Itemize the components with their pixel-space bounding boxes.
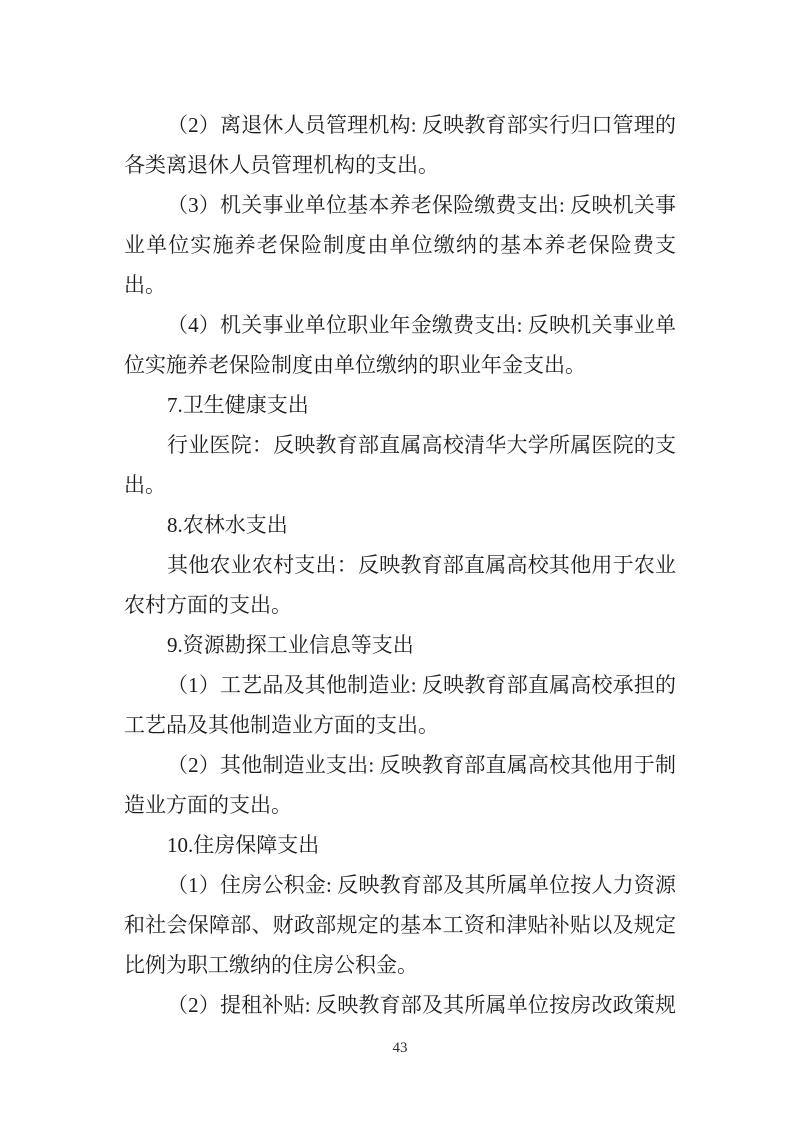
paragraph-item-2-other-manufacturing xyxy=(124,745,676,825)
section-heading: 8.农林水支出 xyxy=(167,513,288,537)
paragraph-heading-10-housing xyxy=(124,825,676,865)
text-line: 工艺品及其他制造业方面的支出。 xyxy=(124,713,439,737)
paragraph-item-2-rent-subsidy xyxy=(124,985,676,1025)
paragraph-other-agriculture-rural xyxy=(124,545,676,625)
text-line: 和社会保障部、财政部规定的基本工资和津贴补贴以及规定 xyxy=(124,913,676,937)
section-heading: 7.卫生健康支出 xyxy=(167,393,309,417)
section-heading: 10.住房保障支出 xyxy=(167,833,320,857)
paragraph-industry-hospital xyxy=(124,425,676,505)
paragraph-item-1-handicraft-manufacturing xyxy=(124,665,676,745)
section-heading: 9.资源勘探工业信息等支出 xyxy=(167,633,414,657)
paragraph-item-4-annuity-contribution xyxy=(124,305,676,385)
paragraph-heading-8-agriculture xyxy=(124,505,676,545)
paragraph-item-1-housing-fund xyxy=(124,865,676,985)
page-number: 43 xyxy=(392,1040,408,1056)
paragraph-item-3-pension-contribution xyxy=(124,185,676,305)
text-line: （2）提租补贴: 反映教育部及其所属单位按房改政策规 xyxy=(167,993,676,1017)
text-line: （1）住房公积金: 反映教育部及其所属单位按人力资源 xyxy=(167,873,676,897)
text-line: 位实施养老保险制度由单位缴纳的职业年金支出。 xyxy=(124,353,586,377)
text-line: 农村方面的支出。 xyxy=(124,593,292,617)
paragraph-heading-7-health xyxy=(124,385,676,425)
text-line: 各类离退休人员管理机构的支出。 xyxy=(124,153,439,177)
text-line: （3）机关事业单位基本养老保险缴费支出: 反映机关事 xyxy=(167,193,676,217)
paragraph-item-2-retiree-management xyxy=(124,105,676,185)
text-line: （2）离退休人员管理机构: 反映教育部实行归口管理的 xyxy=(167,113,676,137)
text-line: 出。 xyxy=(124,473,166,497)
text-line: 业单位实施养老保险制度由单位缴纳的基本养老保险费支 xyxy=(124,233,676,257)
paragraph-heading-9-resources-industry xyxy=(124,625,676,665)
document-body xyxy=(124,105,676,1025)
text-line: 出。 xyxy=(124,273,166,297)
text-line: 行业医院：反映教育部直属高校清华大学所属医院的支 xyxy=(167,433,676,457)
text-line: 其他农业农村支出：反映教育部直属高校其他用于农业 xyxy=(167,553,676,577)
text-line: （1）工艺品及其他制造业: 反映教育部直属高校承担的 xyxy=(167,673,676,697)
text-line: （2）其他制造业支出: 反映教育部直属高校其他用于制 xyxy=(167,753,676,777)
text-line: （4）机关事业单位职业年金缴费支出: 反映机关事业单 xyxy=(167,313,676,337)
text-line: 比例为职工缴纳的住房公积金。 xyxy=(124,953,418,977)
text-line: 造业方面的支出。 xyxy=(124,793,292,817)
